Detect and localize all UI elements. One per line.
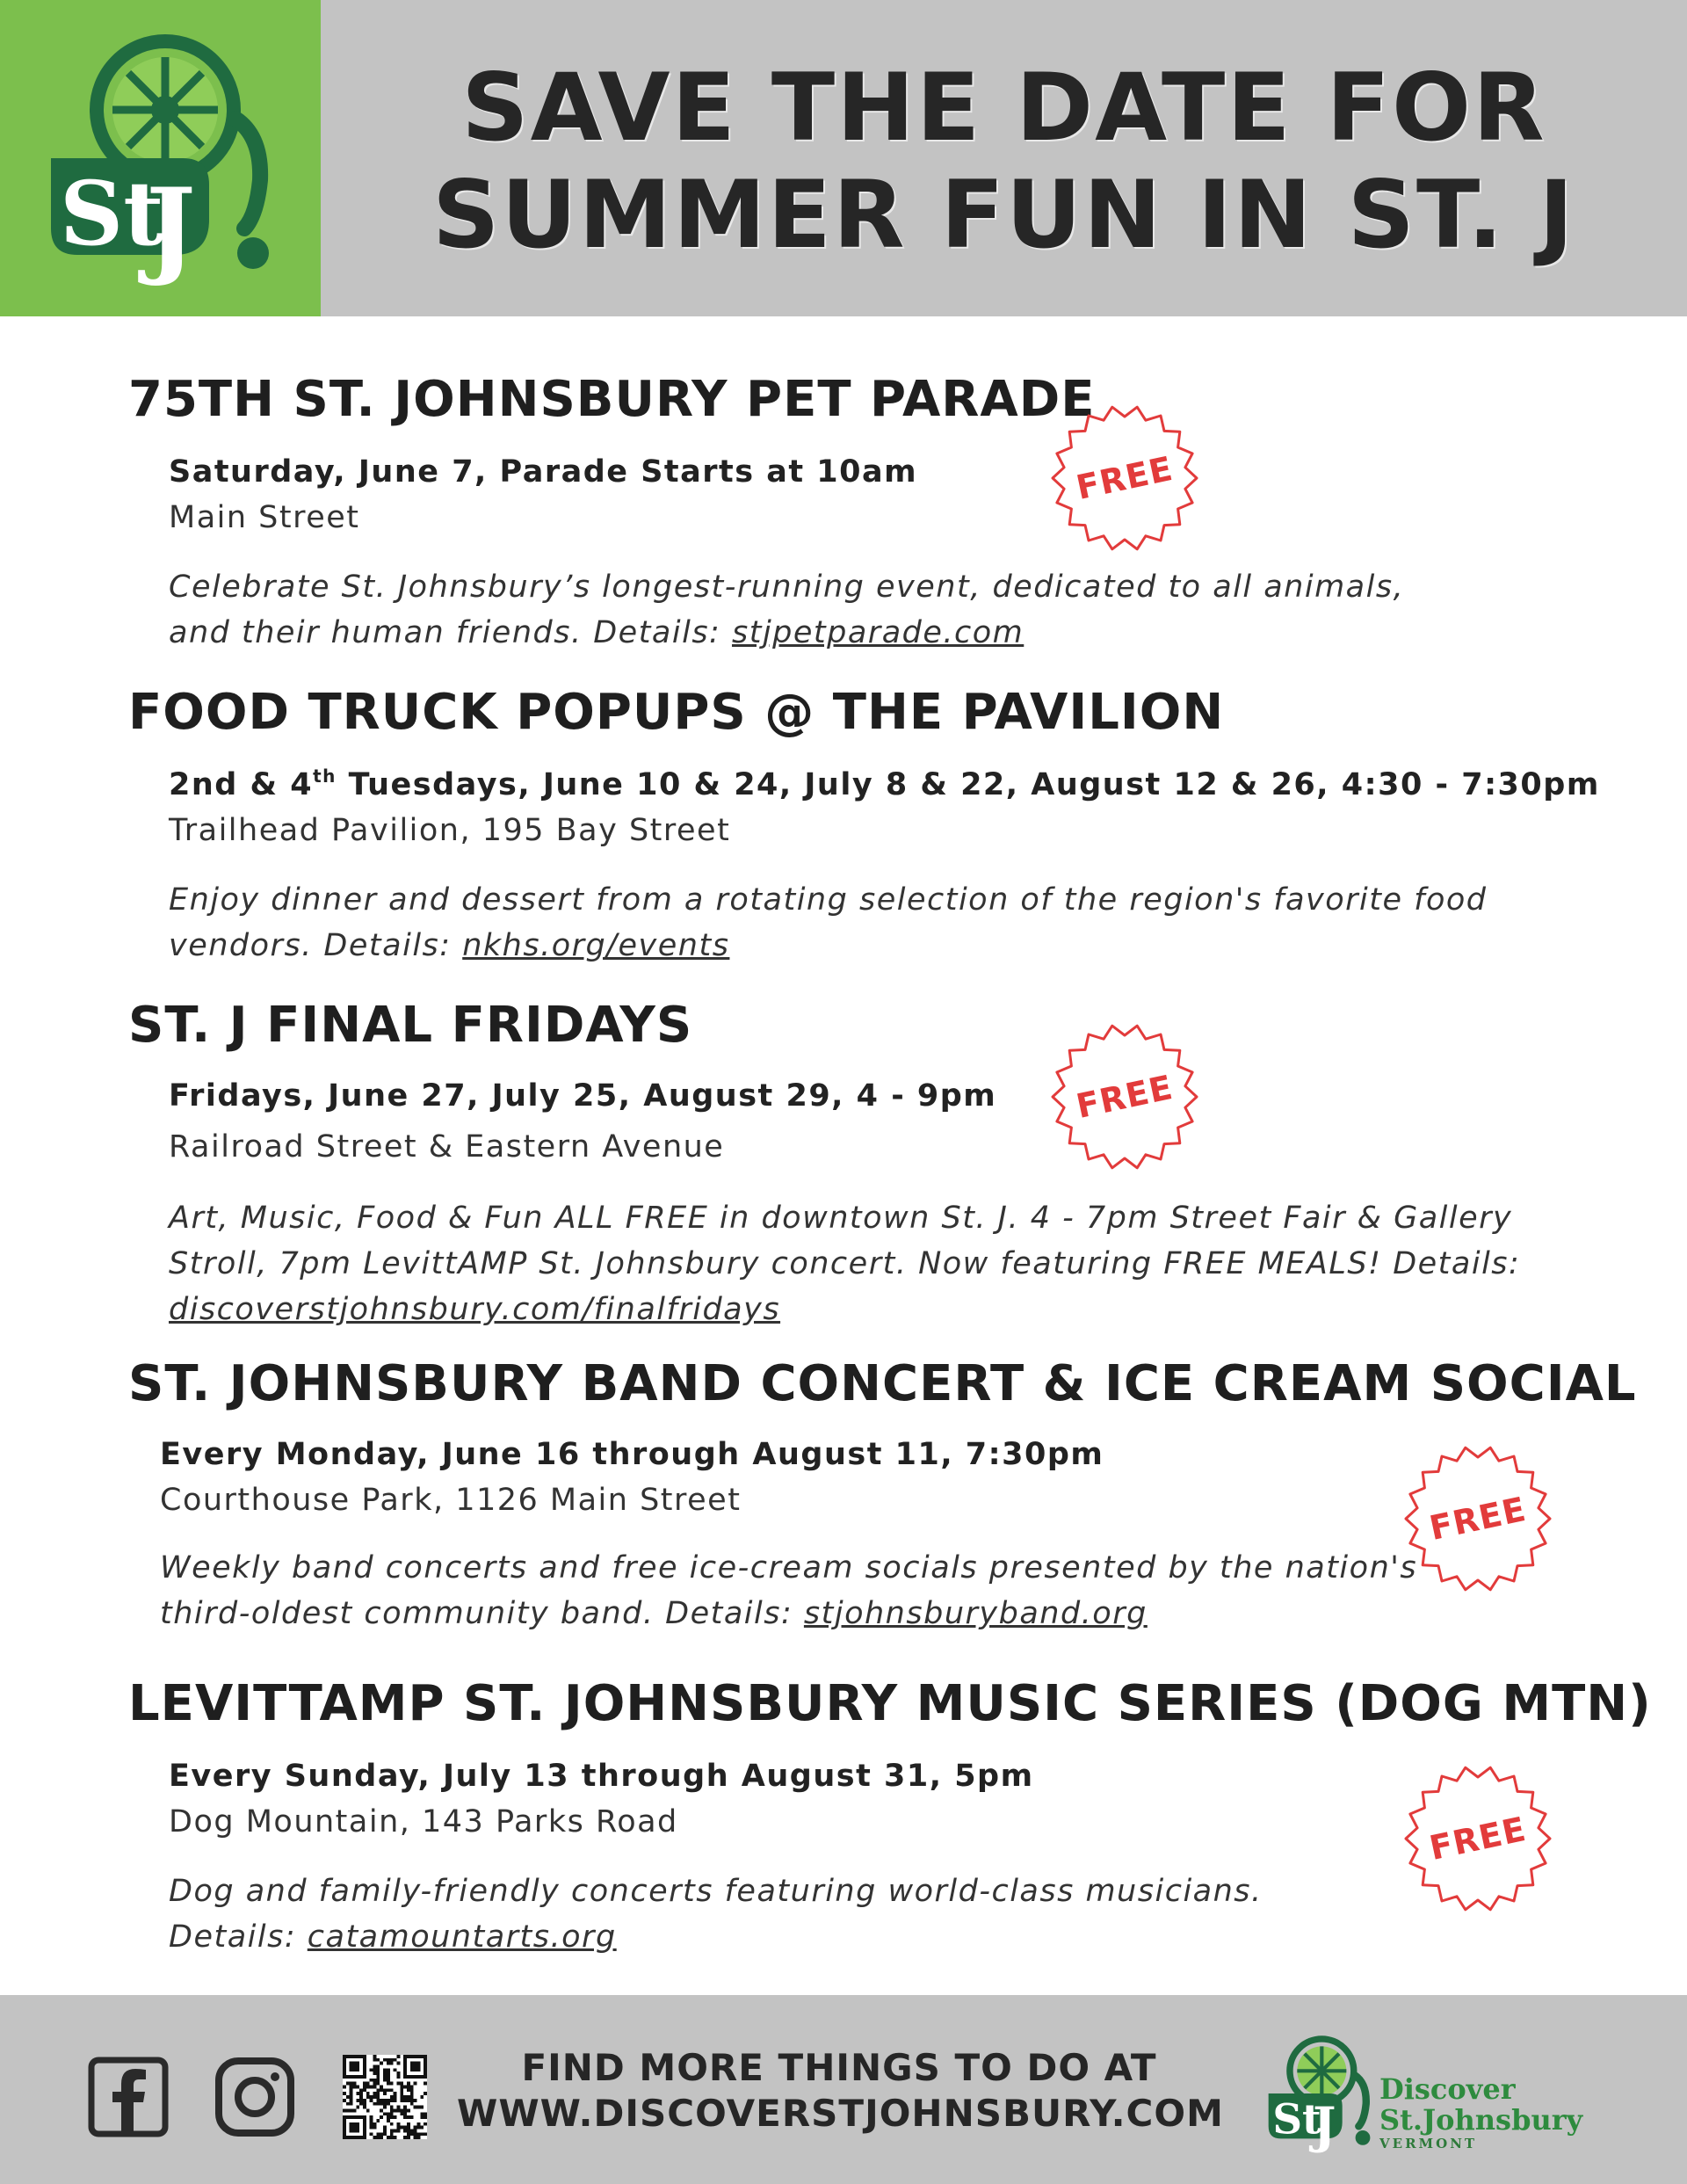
qr-module — [387, 2088, 390, 2092]
desc-line — [169, 923, 1539, 969]
qr-module — [410, 2132, 414, 2136]
qr-finder — [350, 2122, 360, 2133]
brand-line-2: St.Johnsbury — [1379, 2103, 1583, 2137]
qr-module — [410, 2099, 414, 2102]
qr-module — [373, 2058, 377, 2062]
qr-module — [387, 2072, 390, 2075]
qr-module — [343, 2099, 346, 2102]
event-when: Every Monday, June 16 through August 11, 7:30pm — [160, 1437, 1104, 1472]
desc-text: Details: — [169, 1919, 308, 1955]
qr-module — [380, 2086, 383, 2089]
event-description — [169, 1868, 1539, 1960]
qr-module — [403, 2108, 407, 2112]
qr-module — [394, 2068, 397, 2072]
qr-module — [380, 2102, 383, 2106]
qr-module — [407, 2115, 410, 2119]
qr-module — [407, 2136, 410, 2139]
event-where: Main Street — [169, 500, 360, 535]
desc-line: Dog and family-friendly concerts featuring world-class musicians. — [169, 1874, 1263, 1909]
qr-module — [380, 2132, 383, 2136]
qr-module — [416, 2126, 420, 2130]
qr-module — [383, 2079, 387, 2082]
qr-module — [387, 2058, 390, 2062]
qr-module — [410, 2086, 414, 2089]
qr-module — [350, 2108, 353, 2112]
qr-module — [390, 2115, 394, 2119]
qr-module — [416, 2106, 420, 2109]
qr-module — [407, 2132, 410, 2136]
qr-module — [407, 2122, 410, 2126]
qr-module — [373, 2092, 377, 2095]
qr-module — [387, 2112, 390, 2115]
qr-module — [376, 2065, 380, 2069]
logo-panel — [0, 0, 321, 316]
qr-module — [353, 2082, 357, 2086]
qr-module — [373, 2095, 377, 2099]
qr-module — [387, 2062, 390, 2065]
event-title: ST. J FINAL FRIDAYS — [128, 997, 693, 1054]
qr-module — [370, 2122, 373, 2126]
qr-module — [376, 2099, 380, 2102]
desc-line: Celebrate St. Johnsbury’s longest-running event, dedicated to all animals, — [169, 570, 1405, 605]
qr-module — [353, 2086, 357, 2089]
qr-module — [387, 2068, 390, 2072]
qr-module — [414, 2129, 417, 2132]
page-title — [321, 54, 1687, 269]
qr-finder — [410, 2062, 421, 2072]
qr-module — [373, 2065, 377, 2069]
qr-module — [387, 2102, 390, 2106]
qr-module — [350, 2095, 353, 2099]
qr-module — [373, 2102, 377, 2106]
qr-module — [400, 2082, 403, 2086]
qr-module — [383, 2102, 387, 2106]
qr-module — [353, 2108, 357, 2112]
qr-finder — [350, 2062, 360, 2072]
qr-module — [363, 2086, 366, 2089]
qr-module — [370, 2115, 373, 2119]
qr-module — [356, 2092, 359, 2095]
qr-module — [424, 2092, 427, 2095]
qr-module — [383, 2072, 387, 2075]
brand-line-1: Discover — [1379, 2072, 1516, 2106]
event-title: ST. JOHNSBURY BAND CONCERT & ICE CREAM SOCIAL — [128, 1355, 1637, 1412]
qr-module — [390, 2112, 394, 2115]
qr-module — [366, 2092, 370, 2095]
qr-module — [396, 2108, 400, 2112]
qr-module — [407, 2086, 410, 2089]
qr-module — [376, 2072, 380, 2075]
qr-module — [383, 2068, 387, 2072]
qr-module — [403, 2106, 407, 2109]
qr-module — [383, 2088, 387, 2092]
qr-module — [403, 2126, 407, 2130]
band-link[interactable]: stjohnsburyband.org — [803, 1596, 1148, 1631]
qr-module — [400, 2099, 403, 2102]
qr-module — [387, 2075, 390, 2079]
free-badge-label: FREE — [1426, 1809, 1530, 1868]
catamount-link[interactable]: catamountarts.org — [307, 1919, 617, 1955]
qr-module — [376, 2075, 380, 2079]
qr-module — [387, 2119, 390, 2122]
qr-module — [410, 2088, 414, 2092]
qr-module — [363, 2102, 366, 2106]
qr-module — [396, 2072, 400, 2075]
qr-module — [420, 2095, 424, 2099]
qr-module — [387, 2099, 390, 2102]
qr-module — [370, 2132, 373, 2136]
qr-module — [407, 2108, 410, 2112]
qr-module — [390, 2062, 394, 2065]
desc-line — [169, 1287, 1539, 1332]
qr-module — [394, 2129, 397, 2132]
svg-text:J: J — [1313, 2097, 1336, 2155]
qr-module — [350, 2099, 353, 2102]
qr-module — [407, 2129, 410, 2132]
free-badge — [1047, 401, 1202, 555]
qr-module — [366, 2082, 370, 2086]
qr-module — [394, 2058, 397, 2062]
qr-module — [400, 2092, 403, 2095]
free-badge-label: FREE — [1426, 1489, 1530, 1549]
qr-module — [383, 2092, 387, 2095]
title-line-1: SAVE THE DATE FOR — [461, 54, 1546, 162]
qr-module — [350, 2086, 353, 2089]
qr-module — [403, 2099, 407, 2102]
qr-module — [376, 2058, 380, 2062]
qr-module — [383, 2106, 387, 2109]
qr-module — [376, 2088, 380, 2092]
qr-module — [343, 2092, 346, 2095]
svg-text:St: St — [60, 162, 164, 265]
event-when: Fridays, June 27, July 25, August 29, 4 - 9pm — [169, 1078, 997, 1114]
qr-module — [424, 2112, 427, 2115]
qr-module — [370, 2095, 373, 2099]
qr-module — [390, 2129, 394, 2132]
qr-module — [390, 2108, 394, 2112]
qr-module — [424, 2122, 427, 2126]
qr-module — [383, 2058, 387, 2062]
qr-module — [373, 2136, 377, 2139]
qr-module — [400, 2095, 403, 2099]
final-fridays-link[interactable]: discoverstjohnsbury.com/finalfridays — [169, 1292, 781, 1327]
qr-module — [370, 2068, 373, 2072]
qr-module — [400, 2086, 403, 2089]
qr-module — [380, 2062, 383, 2065]
qr-module — [366, 2086, 370, 2089]
event-description — [169, 877, 1539, 969]
desc-line — [169, 610, 1539, 656]
qr-module — [403, 2136, 407, 2139]
qr-module — [343, 2108, 346, 2112]
qr-module — [390, 2132, 394, 2136]
footer-stj-logo — [1258, 2032, 1381, 2155]
event-when: Every Sunday, July 13 through August 31, 5pm — [169, 1759, 1034, 1794]
qr-module — [394, 2115, 397, 2119]
qr-module — [383, 2112, 387, 2115]
qr-module — [380, 2108, 383, 2112]
qr-module — [343, 2086, 346, 2089]
qr-module — [420, 2112, 424, 2115]
qr-module — [410, 2115, 414, 2119]
free-badge — [1401, 1761, 1555, 1916]
qr-module — [407, 2088, 410, 2092]
qr-module — [376, 2136, 380, 2139]
qr-module — [407, 2095, 410, 2099]
qr-module — [350, 2102, 353, 2106]
qr-module — [373, 2122, 377, 2126]
qr-module — [390, 2058, 394, 2062]
qr-module — [396, 2062, 400, 2065]
qr-module — [370, 2119, 373, 2122]
qr-module — [383, 2099, 387, 2102]
desc-line: Enjoy dinner and dessert from a rotating selection of the region's favorite food — [169, 882, 1488, 918]
svg-text:J: J — [146, 165, 196, 289]
event-title: LEVITTAMP ST. JOHNSBURY MUSIC SERIES (DOG MTN) — [128, 1675, 1652, 1732]
find-line-1: FIND MORE THINGS TO DO AT — [521, 2046, 1157, 2089]
nkhs-link[interactable]: nkhs.org/events — [462, 928, 730, 963]
qr-module — [396, 2075, 400, 2079]
pet-parade-link[interactable]: stjpetparade.com — [731, 615, 1025, 650]
qr-module — [400, 2126, 403, 2130]
qr-module — [394, 2095, 397, 2099]
event-when — [169, 765, 1600, 805]
qr-module — [403, 2112, 407, 2115]
event-when: Saturday, June 7, Parade Starts at 10am — [169, 454, 918, 490]
qr-module — [376, 2068, 380, 2072]
event-description — [160, 1545, 1531, 1636]
qr-module — [380, 2088, 383, 2092]
qr-module — [390, 2122, 394, 2126]
qr-module — [424, 2082, 427, 2086]
qr-module — [383, 2126, 387, 2130]
event-where: Dog Mountain, 143 Parks Road — [169, 1804, 678, 1839]
qr-module — [387, 2115, 390, 2119]
qr-module — [390, 2088, 394, 2092]
qr-module — [383, 2132, 387, 2136]
qr-module — [407, 2126, 410, 2130]
qr-module — [414, 2082, 417, 2086]
footer-brand — [1379, 2074, 1582, 2151]
qr-module — [370, 2079, 373, 2082]
qr-module — [366, 2108, 370, 2112]
qr-module — [376, 2082, 380, 2086]
qr-module — [416, 2122, 420, 2126]
qr-module — [373, 2055, 377, 2058]
qr-module — [376, 2132, 380, 2136]
desc-text: vendors. Details: — [169, 928, 463, 963]
qr-module — [390, 2106, 394, 2109]
desc-line — [169, 1914, 1539, 1960]
event-where: Courthouse Park, 1126 Main Street — [160, 1483, 742, 1518]
qr-module — [346, 2108, 350, 2112]
desc-text: and their human friends. Details: — [169, 615, 732, 650]
svg-text:St: St — [1272, 2095, 1321, 2144]
event-title: 75TH ST. JOHNSBURY PET PARADE — [128, 371, 1096, 428]
qr-module — [370, 2086, 373, 2089]
qr-module — [403, 2086, 407, 2089]
brand-line-3: VERMONT — [1379, 2136, 1478, 2151]
qr-module — [370, 2126, 373, 2130]
qr-module — [373, 2079, 377, 2082]
qr-module — [387, 2079, 390, 2082]
qr-module — [346, 2095, 350, 2099]
qr-module — [416, 2132, 420, 2136]
qr-module — [387, 2136, 390, 2139]
qr-module — [356, 2086, 359, 2089]
title-line-2: SUMMER FUN IN ST. J — [432, 161, 1575, 269]
qr-module — [407, 2082, 410, 2086]
free-badge-label: FREE — [1073, 448, 1177, 508]
desc-line: Art, Music, Food & Fun ALL FREE in downtown St. J. 4 - 7pm Street Fair & Gallery — [169, 1201, 1513, 1236]
qr-module — [414, 2132, 417, 2136]
qr-module — [394, 2108, 397, 2112]
qr-module — [410, 2129, 414, 2132]
event-where: Trailhead Pavilion, 195 Bay Street — [169, 813, 731, 848]
qr-module — [396, 2126, 400, 2130]
qr-module — [376, 2079, 380, 2082]
qr-module — [424, 2115, 427, 2119]
qr-module — [380, 2136, 383, 2139]
when-superscript: th — [313, 765, 337, 787]
website-link[interactable]: WWW.DISCOVERSTJOHNSBURY.COM — [457, 2092, 1224, 2135]
instagram-icon[interactable] — [214, 2057, 295, 2137]
qr-module — [380, 2099, 383, 2102]
qr-module — [370, 2099, 373, 2102]
event-title: FOOD TRUCK POPUPS @ THE PAVILION — [128, 684, 1225, 741]
qr-module — [400, 2108, 403, 2112]
qr-module — [373, 2086, 377, 2089]
footer-bar — [0, 1995, 1687, 2184]
qr-module — [366, 2095, 370, 2099]
qr-module — [396, 2129, 400, 2132]
qr-module — [359, 2095, 363, 2099]
qr-module — [356, 2106, 359, 2109]
qr-module — [396, 2082, 400, 2086]
qr-module — [400, 2112, 403, 2115]
qr-module — [396, 2106, 400, 2109]
find-more-text — [457, 2045, 1224, 2137]
qr-module — [387, 2082, 390, 2086]
qr-module — [420, 2132, 424, 2136]
qr-module — [394, 2136, 397, 2139]
desc-text: third-oldest community band. Details: — [160, 1596, 804, 1631]
qr-module — [359, 2102, 363, 2106]
qr-module — [420, 2115, 424, 2119]
qr-module — [376, 2092, 380, 2095]
qr-module — [410, 2092, 414, 2095]
qr-module — [410, 2095, 414, 2099]
qr-module — [346, 2082, 350, 2086]
free-badge-label: FREE — [1073, 1067, 1177, 1127]
qr-module — [373, 2126, 377, 2130]
qr-module — [414, 2136, 417, 2139]
qr-module — [359, 2092, 363, 2095]
event-description — [169, 1195, 1539, 1332]
qr-code[interactable] — [343, 2055, 427, 2139]
qr-module — [424, 2132, 427, 2136]
desc-line — [160, 1591, 1531, 1636]
qr-module — [350, 2082, 353, 2086]
qr-module — [396, 2122, 400, 2126]
qr-module — [356, 2099, 359, 2102]
event-where: Railroad Street & Eastern Avenue — [169, 1129, 725, 1165]
qr-module — [383, 2129, 387, 2132]
qr-module — [414, 2099, 417, 2102]
qr-module — [390, 2099, 394, 2102]
qr-module — [363, 2088, 366, 2092]
qr-module — [373, 2072, 377, 2075]
qr-module — [394, 2092, 397, 2095]
qr-module — [420, 2126, 424, 2130]
stj-logo — [33, 26, 288, 290]
qr-module — [376, 2102, 380, 2106]
qr-module — [396, 2055, 400, 2058]
qr-module — [376, 2095, 380, 2099]
when-part: Tuesdays, June 10 & 24, July 8 & 22, August 12 & 26, 4:30 - 7:30pm — [336, 767, 1600, 802]
qr-module — [414, 2106, 417, 2109]
qr-module — [420, 2106, 424, 2109]
qr-module — [350, 2092, 353, 2095]
qr-module — [380, 2115, 383, 2119]
qr-module — [414, 2126, 417, 2130]
qr-module — [363, 2099, 366, 2102]
qr-module — [359, 2099, 363, 2102]
header-banner — [0, 0, 1687, 316]
qr-module — [373, 2068, 377, 2072]
free-badge — [1401, 1441, 1555, 1596]
qr-module — [390, 2136, 394, 2139]
qr-module — [400, 2088, 403, 2092]
qr-module — [410, 2102, 414, 2106]
free-badge — [1047, 1019, 1202, 1174]
qr-module — [403, 2129, 407, 2132]
facebook-icon[interactable] — [88, 2057, 169, 2137]
qr-module — [346, 2102, 350, 2106]
qr-module — [373, 2082, 377, 2086]
qr-module — [383, 2075, 387, 2079]
qr-module — [359, 2088, 363, 2092]
qr-module — [376, 2119, 380, 2122]
qr-module — [394, 2099, 397, 2102]
qr-module — [403, 2115, 407, 2119]
when-part: 2nd & 4 — [169, 767, 314, 802]
qr-module — [403, 2095, 407, 2099]
desc-line: Stroll, 7pm LevittAMP St. Johnsbury concert. Now featuring FREE MEALS! Details: — [169, 1246, 1521, 1281]
qr-module — [390, 2095, 394, 2099]
desc-line: Weekly band concerts and free ice-cream socials presented by the nation's — [160, 1550, 1418, 1585]
event-description — [169, 564, 1539, 656]
qr-module — [407, 2099, 410, 2102]
qr-module — [363, 2106, 366, 2109]
qr-module — [350, 2088, 353, 2092]
qr-module — [363, 2082, 366, 2086]
qr-module — [416, 2136, 420, 2139]
qr-module — [390, 2082, 394, 2086]
